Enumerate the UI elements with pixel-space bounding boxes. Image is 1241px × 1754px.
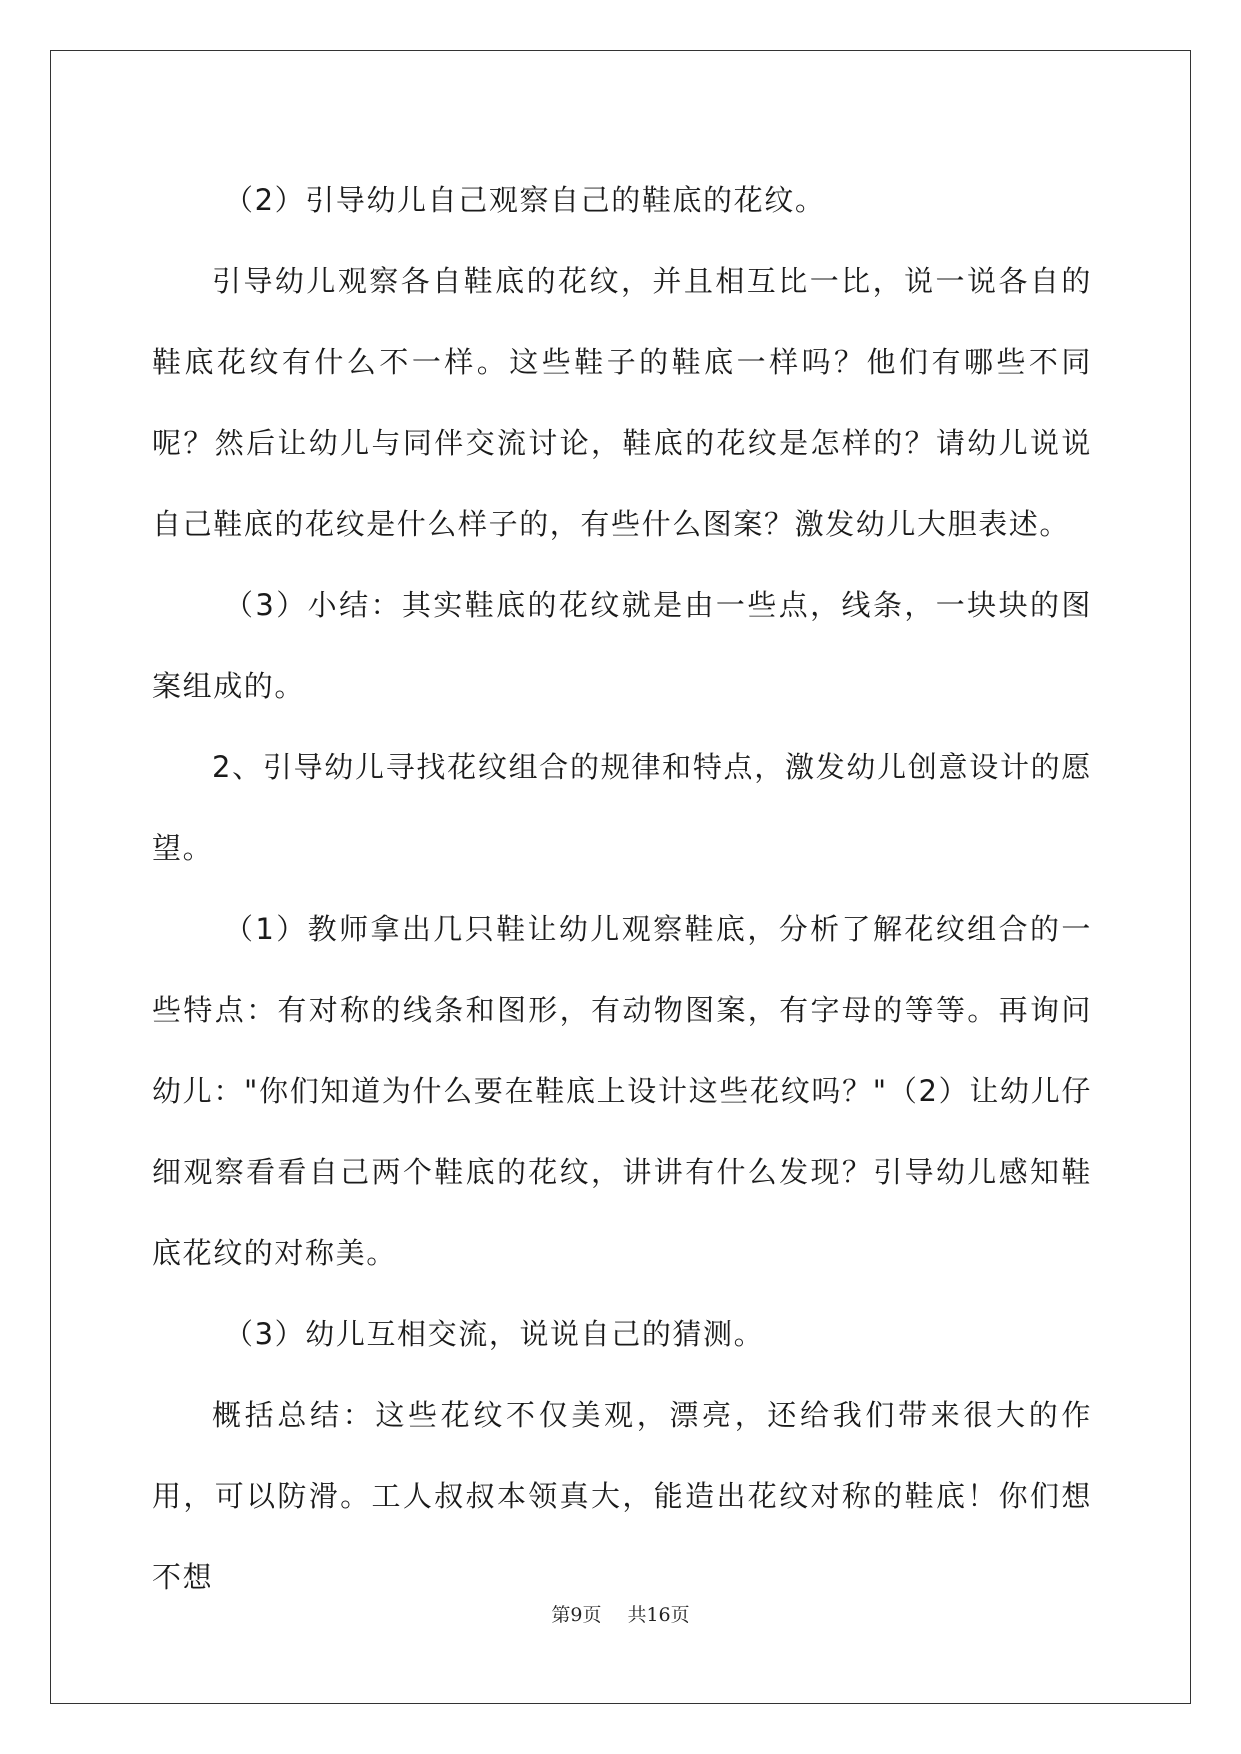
document-body <box>152 160 1092 1618</box>
paragraph-compare-soles: 引导幼儿观察各自鞋底的花纹，并且相互比一比，说一说各自的鞋底花纹有什么不一样。这些鞋子的鞋底一样吗？他们有哪些不同呢？然后让幼儿与同伴交流讨论，鞋底的花纹是怎样的？请幼儿说说自己鞋底的花纹是什么样子的，有些什么图案？激发幼儿大胆表述。 <box>152 264 1092 541</box>
page-total: 共16页 <box>627 1604 690 1626</box>
paragraph-children-exchange: （3）幼儿互相交流，说说自己的猜测。 <box>224 1317 765 1351</box>
page-number: 第9页 <box>551 1604 602 1626</box>
paragraph-conclusion: 概括总结：这些花纹不仅美观，漂亮，还给我们带来很大的作用，可以防滑。工人叔叔本领真大，能造出花纹对称的鞋底！你们想不想 <box>152 1398 1092 1594</box>
page-footer <box>0 1600 1241 1627</box>
paragraph-observe-own-soles: （2）引导幼儿自己观察自己的鞋底的花纹。 <box>224 183 826 217</box>
paragraph-teacher-shoes: （1）教师拿出几只鞋让幼儿观察鞋底，分析了解花纹组合的一些特点：有对称的线条和图形，有动物图案，有字母的等等。再询问幼儿："你们知道为什么要在鞋底上设计这些花纹吗？"（2）让幼儿仔细观察看看自己两个鞋底的花纹，讲讲有什么发现？引导幼儿感知鞋底花纹的对称美。 <box>152 912 1092 1270</box>
paragraph-pattern-rules: 2、引导幼儿寻找花纹组合的规律和特点，激发幼儿创意设计的愿望。 <box>152 750 1092 865</box>
paragraph-summary: （3）小结：其实鞋底的花纹就是由一些点，线条，一块块的图案组成的。 <box>152 588 1092 703</box>
